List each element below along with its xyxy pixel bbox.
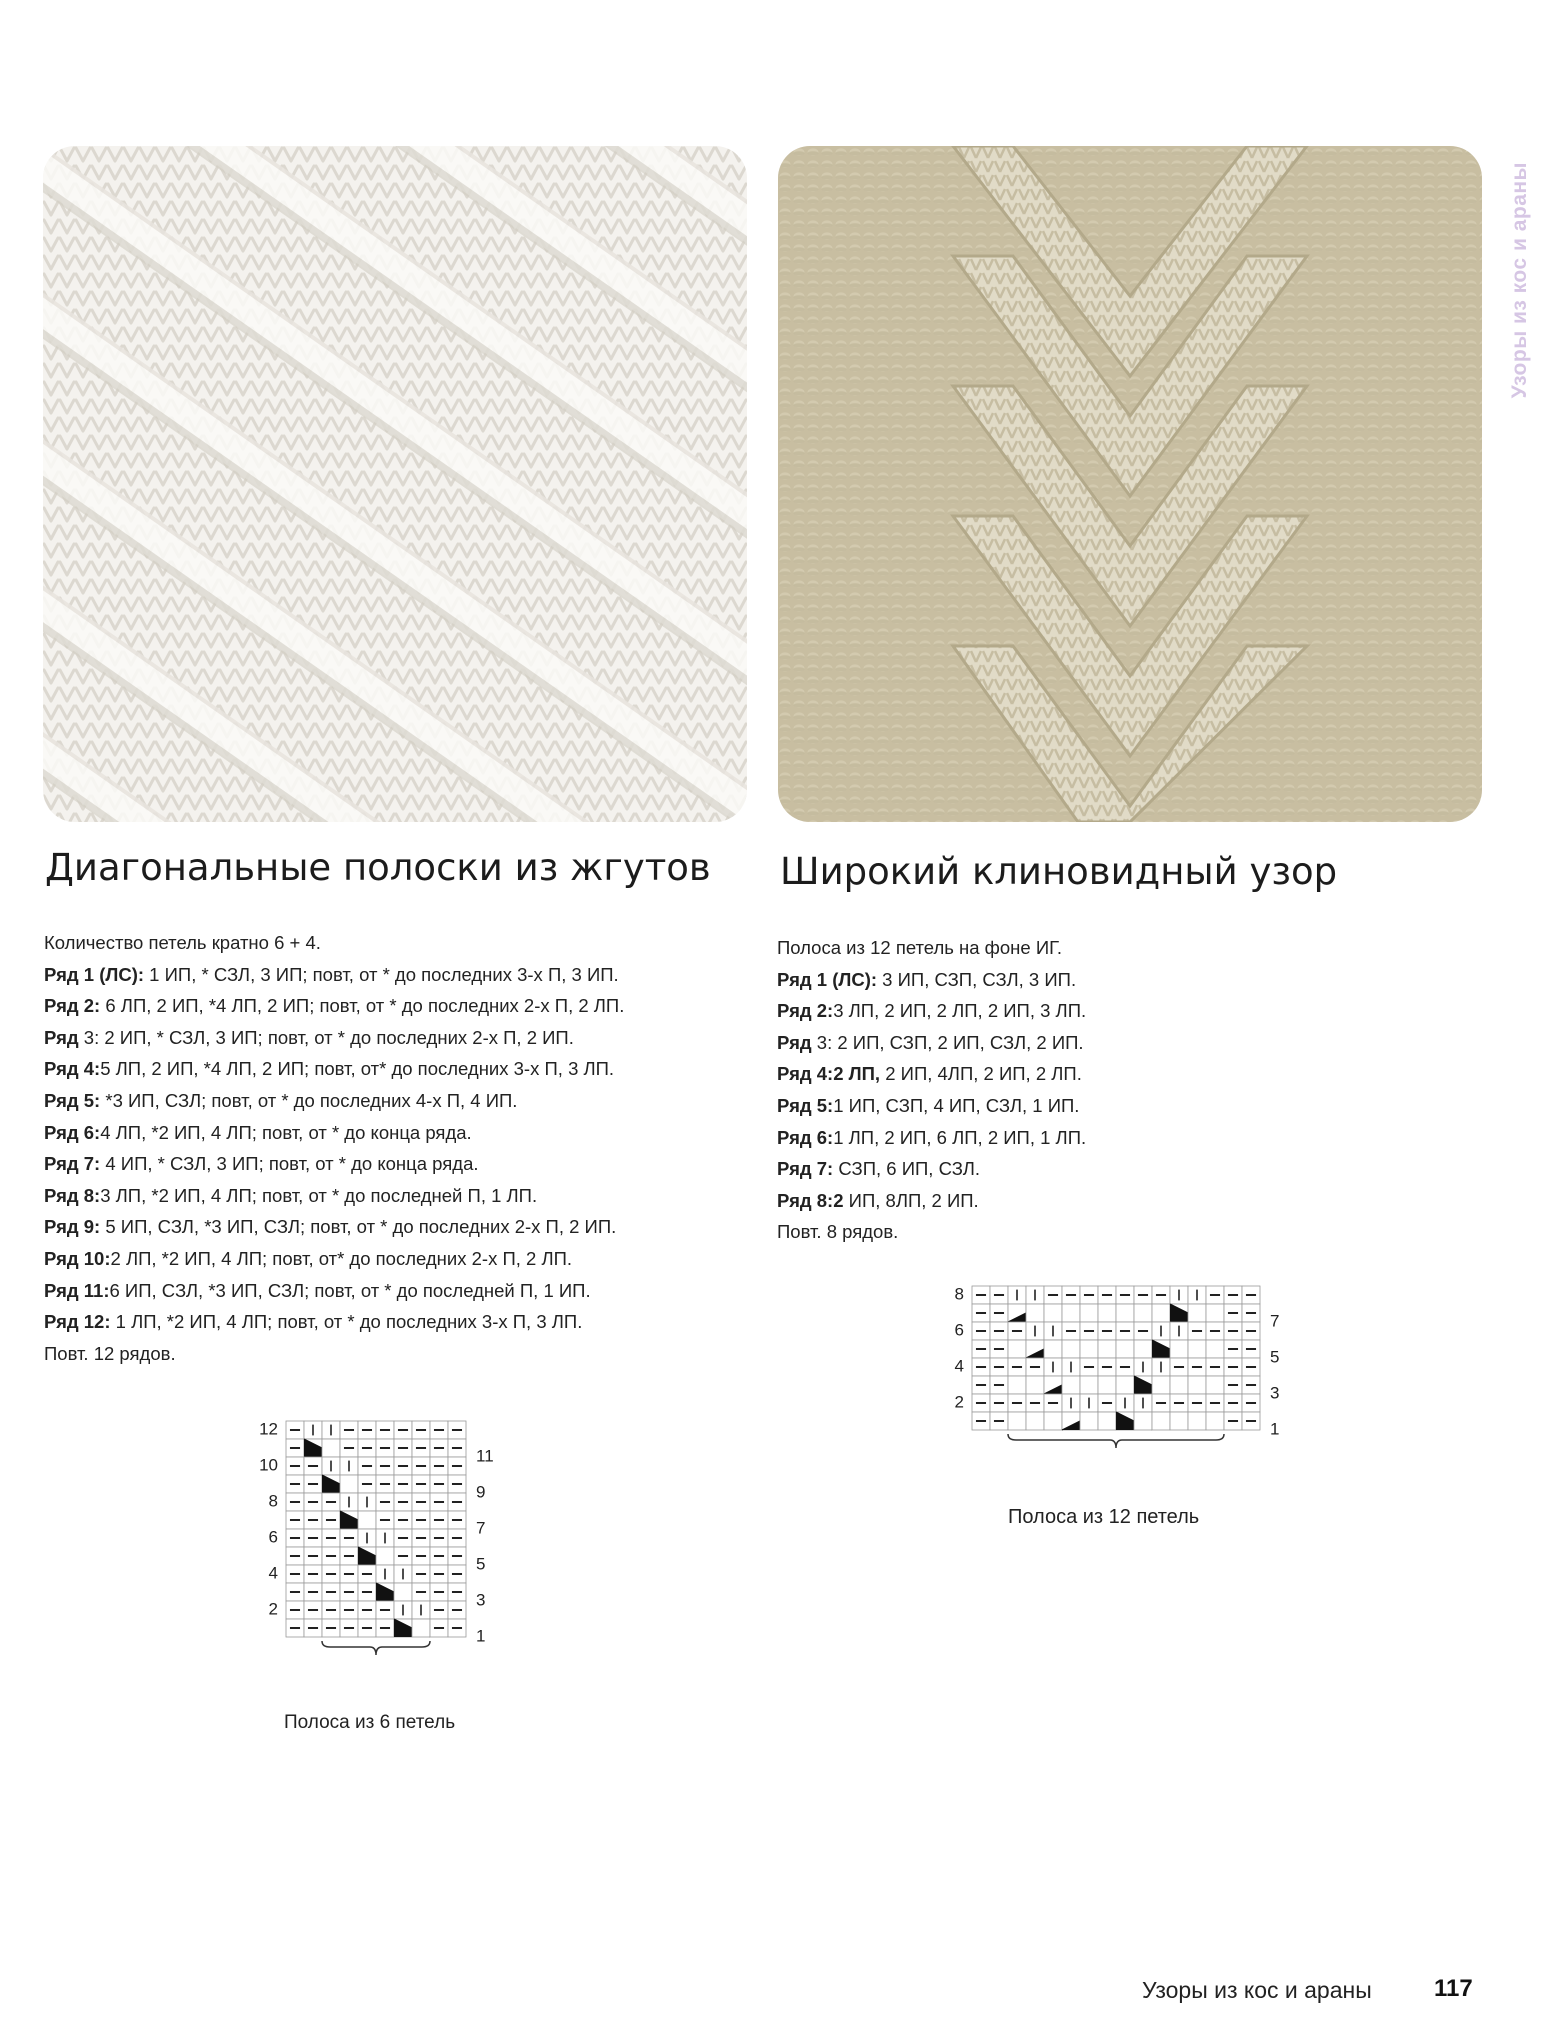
chart-cell [1116,1340,1134,1358]
chart-cell [1152,1304,1170,1322]
row-number-right: 5 [1270,1347,1280,1367]
chart-cell [1044,1304,1062,1322]
chart-cell [1026,1412,1044,1430]
chart-cell [1206,1412,1224,1430]
row-label: Ряд 8:2 [777,1189,844,1211]
row-text: 4 ИП, * СЗЛ, 3 ИП; повт, от * до конца ряда. [100,1153,479,1175]
row-number-right: 7 [476,1518,486,1538]
row-number-right: 1 [1270,1419,1280,1439]
instruction-line [777,1122,1477,1154]
chart-cell [1170,1376,1188,1394]
row-number-left: 8 [954,1284,964,1304]
chart-cell [376,1547,394,1565]
chart-cell [1152,1376,1170,1394]
row-text: 1 ЛП, 2 ИП, 6 ЛП, 2 ИП, 1 ЛП. [833,1126,1087,1148]
row-number-right: 3 [1270,1383,1280,1403]
instruction-line [44,1053,744,1085]
instruction-line [44,1243,744,1275]
chart-cell [1062,1376,1080,1394]
row-label: Ряд 6: [44,1121,101,1143]
chart-svg [252,1421,500,1677]
chart-cell [1008,1340,1026,1358]
chart-cell [1134,1304,1152,1322]
row-label: Ряд 8: [44,1184,101,1206]
chart-cell [1116,1376,1134,1394]
row-text: 5 ЛП, 2 ИП, *4 ЛП, 2 ИП; повт, от* до последних 3-х П, 3 ЛП. [100,1058,615,1080]
footer-section-title: Узоры из кос и араны [1142,1977,1372,2003]
row-number-left: 4 [268,1563,278,1583]
row-text: 6 ЛП, 2 ИП, *4 ЛП, 2 ИП; повт, от * до последних 2-х П, 2 ЛП. [100,995,625,1017]
row-text: 3 ЛП, *2 ИП, 4 ЛП; повт, от * до последней П, 1 ЛП. [100,1184,538,1206]
chart-cell [394,1583,412,1601]
instruction-line [44,1180,744,1212]
chart-cell [1188,1304,1206,1322]
chart-grid [972,1286,1260,1448]
row-text: 5 ИП, СЗЛ, *3 ИП, СЗЛ; повт, от * до последних 2-х П, 2 ИП. [100,1216,617,1238]
chart-cell [1080,1376,1098,1394]
row-text: 1 ЛП, *2 ИП, 4 ЛП; повт, от * до последних 3-х П, 3 ЛП. [110,1311,583,1333]
knitting-chart-right [938,1286,1294,1470]
row-label: Ряд [777,1031,812,1053]
instruction-line [44,1338,744,1370]
row-number-left: 2 [954,1392,964,1412]
chart-cell [1188,1340,1206,1358]
row-number-right: 3 [476,1590,486,1610]
chart-cell [1116,1304,1134,1322]
row-label: Ряд 1 (ЛС): [777,968,878,990]
chart-caption-left: Полоса из 6 петель [284,1712,456,1733]
instruction-line [44,1117,744,1149]
chart-svg [938,1286,1294,1470]
row-label: Ряд 10: [44,1247,111,1269]
row-label: Ряд 5: [777,1094,834,1116]
chart-cell [412,1619,430,1637]
chart-cell [340,1475,358,1493]
chart-cell [1080,1340,1098,1358]
row-label: Ряд 4: [44,1058,101,1080]
instruction-line [44,1275,744,1307]
pattern-title-left: Диагональные полоски из жгутов [45,846,711,889]
section-side-tab [1500,140,1540,420]
chart-cell [1008,1376,1026,1394]
instruction-line [44,959,744,991]
repeat-bracket [1008,1434,1224,1448]
row-label: Ряд 7: [44,1153,101,1175]
row-number-right: 11 [476,1446,494,1466]
chart-cell [1188,1376,1206,1394]
instructions-left [44,927,744,1369]
chart-cell [1044,1340,1062,1358]
chart-cell [1008,1412,1026,1430]
row-text: ИП, 8ЛП, 2 ИП. [843,1189,979,1211]
row-text: 1 ИП, * СЗЛ, 3 ИП; повт, от * до последних 3-х П, 3 ИП. [144,963,619,985]
repeat-bracket [322,1641,430,1655]
row-text: Повт. 8 рядов. [777,1221,899,1243]
chart-cell [1098,1340,1116,1358]
chart-cell [1062,1304,1080,1322]
instruction-line [777,1027,1477,1059]
row-label: Ряд 1 (ЛС): [44,963,145,985]
chart-cell [322,1439,340,1457]
instructions-right [777,932,1477,1248]
row-number-left: 8 [268,1491,278,1511]
row-number-left: 2 [268,1599,278,1619]
instruction-line [44,1085,744,1117]
row-label: Ряд 9: [44,1216,101,1238]
instruction-line [777,964,1477,996]
chart-grid [286,1421,466,1655]
row-text: Полоса из 12 петель на фоне ИГ. [777,937,1063,958]
chart-cell [1098,1412,1116,1430]
chart-cell [358,1511,376,1529]
chart-cell [1206,1376,1224,1394]
chart-cell [1026,1304,1044,1322]
chart-cell [1170,1412,1188,1430]
chart-cell [1098,1304,1116,1322]
row-number-left: 10 [259,1455,278,1475]
row-label: Ряд 11: [44,1279,110,1301]
row-label: Ряд 6: [777,1126,834,1148]
row-text: 2 ЛП, *2 ИП, 4 ЛП; повт, от* до последних 2-х П, 2 ЛП. [110,1247,573,1269]
row-text: 4 ЛП, *2 ИП, 4 ЛП; повт, от * до конца ряда. [100,1121,472,1143]
row-number-left: 6 [268,1527,278,1547]
chart-cell [1026,1376,1044,1394]
row-text: 2 ИП, 4ЛП, 2 ИП, 2 ЛП. [880,1063,1082,1085]
knitting-chart-left [252,1421,500,1677]
chart-cell [1080,1304,1098,1322]
instruction-line [44,990,744,1022]
chart-cell [1134,1412,1152,1430]
chart-cell [1152,1412,1170,1430]
row-label: Ряд 5: [44,1089,101,1111]
instruction-line [44,1148,744,1180]
row-text: 6 ИП, СЗЛ, *3 ИП, СЗЛ; повт, от * до последней П, 1 ИП. [109,1279,591,1301]
row-text: 1 ИП, СЗП, 4 ИП, СЗЛ, 1 ИП. [833,1094,1080,1116]
chart-caption-right: Полоса из 12 петель [1008,1506,1200,1528]
chart-cell [1062,1340,1080,1358]
row-number-left: 12 [259,1419,278,1439]
instruction-line [777,1185,1477,1217]
chart-cell [1188,1412,1206,1430]
chart-cell [1044,1412,1062,1430]
chart-cell [1206,1340,1224,1358]
row-label: Ряд 2: [44,995,101,1017]
instruction-line [777,1058,1477,1090]
photo-diagonal-stripes [43,146,747,822]
instruction-line [777,1153,1477,1185]
instruction-line [44,1022,744,1054]
side-tab-label: Узоры из кос и араны [1508,161,1531,399]
instruction-line [777,1216,1477,1248]
chart-cell [1098,1376,1116,1394]
row-label: Ряд 12: [44,1311,111,1333]
instruction-line [777,932,1477,964]
chart-cell [1170,1340,1188,1358]
chart-cell [1080,1412,1098,1430]
pattern-title-right: Широкий клиновидный узор [780,850,1338,893]
row-text: *3 ИП, СЗЛ; повт, от * до последних 4-х П, 4 ИП. [100,1089,518,1111]
row-text: 3 ИП, СЗП, СЗЛ, 3 ИП. [877,968,1077,990]
instruction-line [44,1211,744,1243]
chart-cell [1134,1340,1152,1358]
row-label: Ряд [44,1026,79,1048]
row-label: Ряд 7: [777,1158,834,1180]
row-number-right: 5 [476,1554,486,1574]
row-text: 3 ЛП, 2 ИП, 2 ЛП, 2 ИП, 3 ЛП. [833,1000,1087,1022]
instruction-line [777,1090,1477,1122]
instruction-line [777,995,1477,1027]
row-label: Ряд 4:2 ЛП, [777,1063,881,1085]
instruction-line [44,1306,744,1338]
chart-cell [1206,1304,1224,1322]
row-number-left: 4 [954,1356,964,1376]
row-number-right: 1 [476,1626,486,1646]
row-number-right: 7 [1270,1311,1280,1331]
row-text: 3: 2 ИП, СЗП, 2 ИП, СЗЛ, 2 ИП. [811,1031,1084,1053]
row-label: Ряд 2: [777,1000,834,1022]
row-text: СЗП, 6 ИП, СЗЛ. [833,1158,980,1180]
row-text: Количество петель кратно 6 + 4. [44,932,321,953]
row-number-right: 9 [476,1482,486,1502]
photo-wedge-cable [778,146,1482,822]
instruction-line [44,927,744,959]
row-text: 3: 2 ИП, * СЗЛ, 3 ИП; повт, от * до последних 2-х П, 2 ИП. [78,1026,574,1048]
row-number-left: 6 [954,1320,964,1340]
row-text: Повт. 12 рядов. [44,1342,176,1364]
page-number: 117 [1434,1975,1473,2002]
